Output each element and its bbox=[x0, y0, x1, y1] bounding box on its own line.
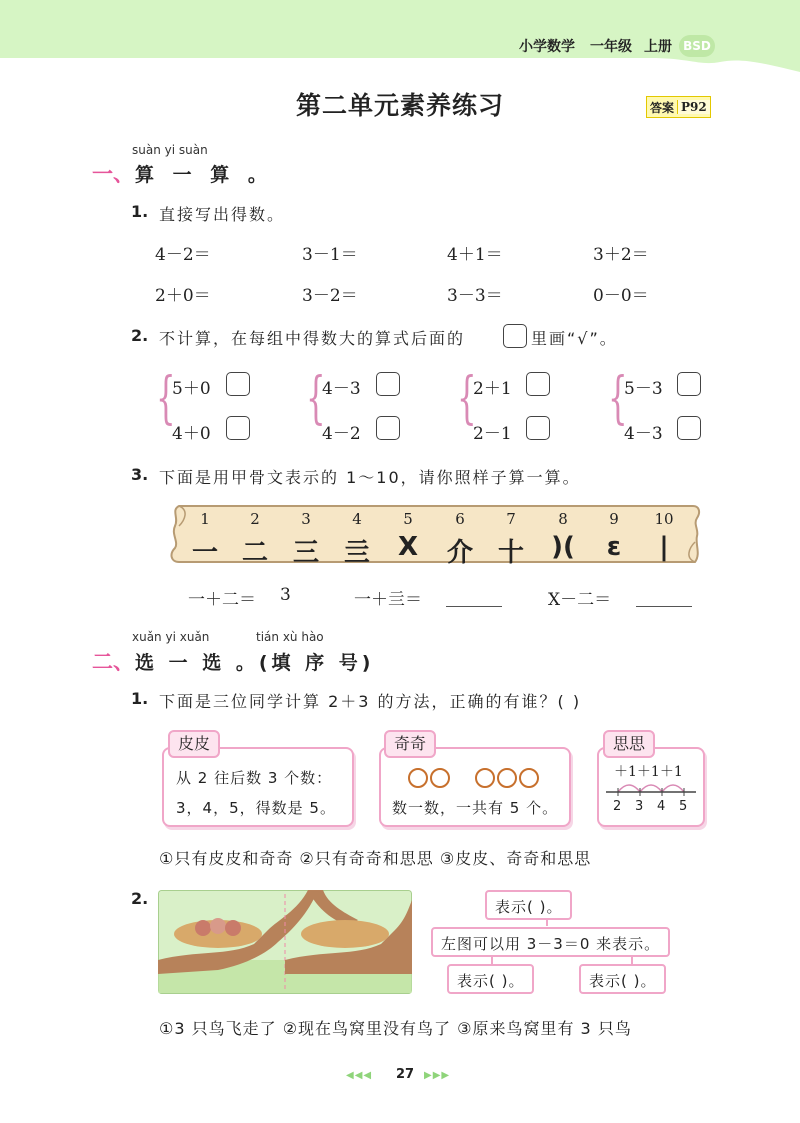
check-box[interactable] bbox=[677, 372, 701, 396]
oracle-glyph: 一 bbox=[191, 538, 218, 568]
group-bottom-expr: 4－2 bbox=[322, 424, 361, 444]
sample-answer-box bbox=[503, 324, 527, 348]
student-name-tag: 思思 bbox=[603, 730, 655, 758]
exercise-lhs: X－二＝ bbox=[548, 590, 612, 610]
header-subject: 小学数学 bbox=[519, 39, 575, 55]
section2-number: 二、 bbox=[92, 650, 134, 674]
check-box[interactable] bbox=[677, 416, 701, 440]
check-box[interactable] bbox=[376, 416, 400, 440]
edition-badge: BSD bbox=[679, 35, 715, 57]
oracle-number: 10 bbox=[654, 510, 674, 528]
equation: 4－2＝ bbox=[155, 245, 211, 265]
page-number: 27 bbox=[396, 1067, 415, 1082]
group-brace: { bbox=[608, 366, 628, 431]
oracle-glyph: )( bbox=[551, 532, 575, 562]
tick-label: 3 bbox=[635, 799, 644, 814]
group-bottom-expr: 2－1 bbox=[473, 424, 512, 444]
equation: 0－0＝ bbox=[593, 286, 649, 306]
oracle-number: 2 bbox=[250, 510, 260, 528]
oracle-number: 4 bbox=[352, 510, 362, 528]
bird-nest-illustration bbox=[158, 890, 412, 994]
group-bottom-expr: 4－3 bbox=[624, 424, 663, 444]
q2-number: 2. bbox=[131, 326, 149, 345]
section2-title: 选 一 选 。(填 序 号) bbox=[135, 652, 375, 674]
s2q1-text: 下面是三位同学计算 2＋3 的方法，正确的有谁？( ) bbox=[159, 692, 582, 711]
equation: 4＋1＝ bbox=[447, 245, 503, 265]
check-box[interactable] bbox=[526, 372, 550, 396]
equation: 3＋2＝ bbox=[593, 245, 649, 265]
group-top-expr: 2＋1 bbox=[473, 379, 512, 399]
example-answer: 3 bbox=[280, 585, 291, 605]
oracle-glyph: 十 bbox=[497, 538, 524, 568]
group-brace: { bbox=[457, 366, 477, 431]
section1-title: 算 一 算 。 bbox=[135, 164, 273, 186]
oracle-number: 5 bbox=[403, 510, 413, 528]
group-top-expr: 5＋0 bbox=[172, 379, 211, 399]
s2q2-options: ①3 只鸟飞走了 ②现在鸟窝里没有鸟了 ③原来鸟窝里有 3 只鸟 bbox=[159, 1019, 632, 1038]
s2q2-number: 2. bbox=[131, 889, 149, 908]
oracle-number: 1 bbox=[200, 510, 210, 528]
oracle-number: 9 bbox=[609, 510, 619, 528]
q2-text-before: 不计算，在每组中得数大的算式后面的 bbox=[159, 329, 466, 348]
oracle-number: 6 bbox=[455, 510, 465, 528]
student-name-tag: 奇奇 bbox=[384, 730, 436, 758]
tick-label: 4 bbox=[657, 799, 666, 814]
s2q1-options: ①只有皮皮和奇奇 ②只有奇奇和思思 ③皮皮、奇奇和思思 bbox=[159, 849, 592, 868]
oracle-glyph: 二 bbox=[241, 538, 268, 568]
oracle-number: 3 bbox=[301, 510, 311, 528]
equation: 3－3＝ bbox=[447, 286, 503, 306]
group-bottom-expr: 4＋0 bbox=[172, 424, 211, 444]
answer-label: 答案 bbox=[650, 100, 675, 115]
exercise-lhs: 一＋亖＝ bbox=[354, 590, 422, 610]
oracle-glyph: ɛ bbox=[606, 532, 622, 562]
header-volume: 上册 bbox=[644, 39, 672, 55]
check-box[interactable] bbox=[376, 372, 400, 396]
meaning-box-top[interactable]: 表示( )。 bbox=[485, 890, 572, 920]
footer-left-arrows: ◀◀◀ bbox=[346, 1070, 373, 1081]
check-box[interactable] bbox=[226, 372, 250, 396]
jump-labels: ＋1＋1＋1 bbox=[614, 764, 683, 780]
q1-number: 1. bbox=[131, 202, 149, 221]
section1-number: 一、 bbox=[92, 162, 134, 186]
footer-right-arrows: ▶▶▶ bbox=[424, 1070, 451, 1081]
counter-circle bbox=[497, 768, 517, 788]
counter-circle bbox=[408, 768, 428, 788]
group-brace: { bbox=[306, 366, 326, 431]
equation: 3－2＝ bbox=[302, 286, 358, 306]
group-top-expr: 4－3 bbox=[322, 379, 361, 399]
meaning-box-right[interactable]: 表示( )。 bbox=[579, 964, 666, 994]
counter-circle bbox=[475, 768, 495, 788]
section1-pinyin: suàn yi suàn bbox=[132, 143, 208, 157]
check-box[interactable] bbox=[226, 416, 250, 440]
answer-tag[interactable] bbox=[646, 96, 711, 118]
section2-pinyin: xuǎn yi xuǎn bbox=[132, 630, 210, 644]
q3-number: 3. bbox=[131, 465, 149, 484]
section2-pinyin-2: tián xù hào bbox=[256, 630, 324, 644]
oracle-glyph: | bbox=[659, 532, 669, 562]
meaning-box-left[interactable]: 表示( )。 bbox=[447, 964, 534, 994]
card-text: 从 2 往后数 3 个数： bbox=[176, 769, 333, 787]
header-grade: 一年级 bbox=[590, 39, 632, 55]
student-name-tag: 皮皮 bbox=[168, 730, 220, 758]
counter-circle bbox=[519, 768, 539, 788]
oracle-glyph: X bbox=[397, 532, 419, 562]
q3-text: 下面是用甲骨文表示的 1～10，请你照样子算一算。 bbox=[159, 468, 581, 487]
s2q1-number: 1. bbox=[131, 689, 149, 708]
equation-statement: 左图可以用 3－3＝0 来表示。 bbox=[431, 927, 670, 957]
tick-label: 5 bbox=[679, 799, 688, 814]
answer-blank[interactable] bbox=[636, 586, 692, 607]
oracle-glyph: 介 bbox=[446, 538, 473, 568]
card-text: 数一数，一共有 5 个。 bbox=[392, 799, 559, 817]
q1-text: 直接写出得数。 bbox=[159, 205, 286, 224]
oracle-glyph: 三 bbox=[292, 538, 319, 568]
example-lhs: 一＋二＝ bbox=[188, 590, 256, 610]
oracle-number: 7 bbox=[506, 510, 516, 528]
check-box[interactable] bbox=[526, 416, 550, 440]
tick-label: 2 bbox=[613, 799, 622, 814]
page-title: 第二单元素养练习 bbox=[295, 91, 504, 120]
oracle-number: 8 bbox=[558, 510, 568, 528]
answer-blank[interactable] bbox=[446, 586, 502, 607]
equation: 3－1＝ bbox=[302, 245, 358, 265]
equation: 2＋0＝ bbox=[155, 286, 211, 306]
card-text: 3，4，5，得数是 5。 bbox=[176, 799, 336, 817]
group-top-expr: 5－3 bbox=[624, 379, 663, 399]
counter-circle bbox=[430, 768, 450, 788]
group-brace: { bbox=[156, 366, 176, 431]
answer-page: P92 bbox=[677, 100, 710, 114]
q2-text-after: 里画“√”。 bbox=[531, 329, 618, 348]
oracle-glyph: 亖 bbox=[343, 538, 370, 568]
